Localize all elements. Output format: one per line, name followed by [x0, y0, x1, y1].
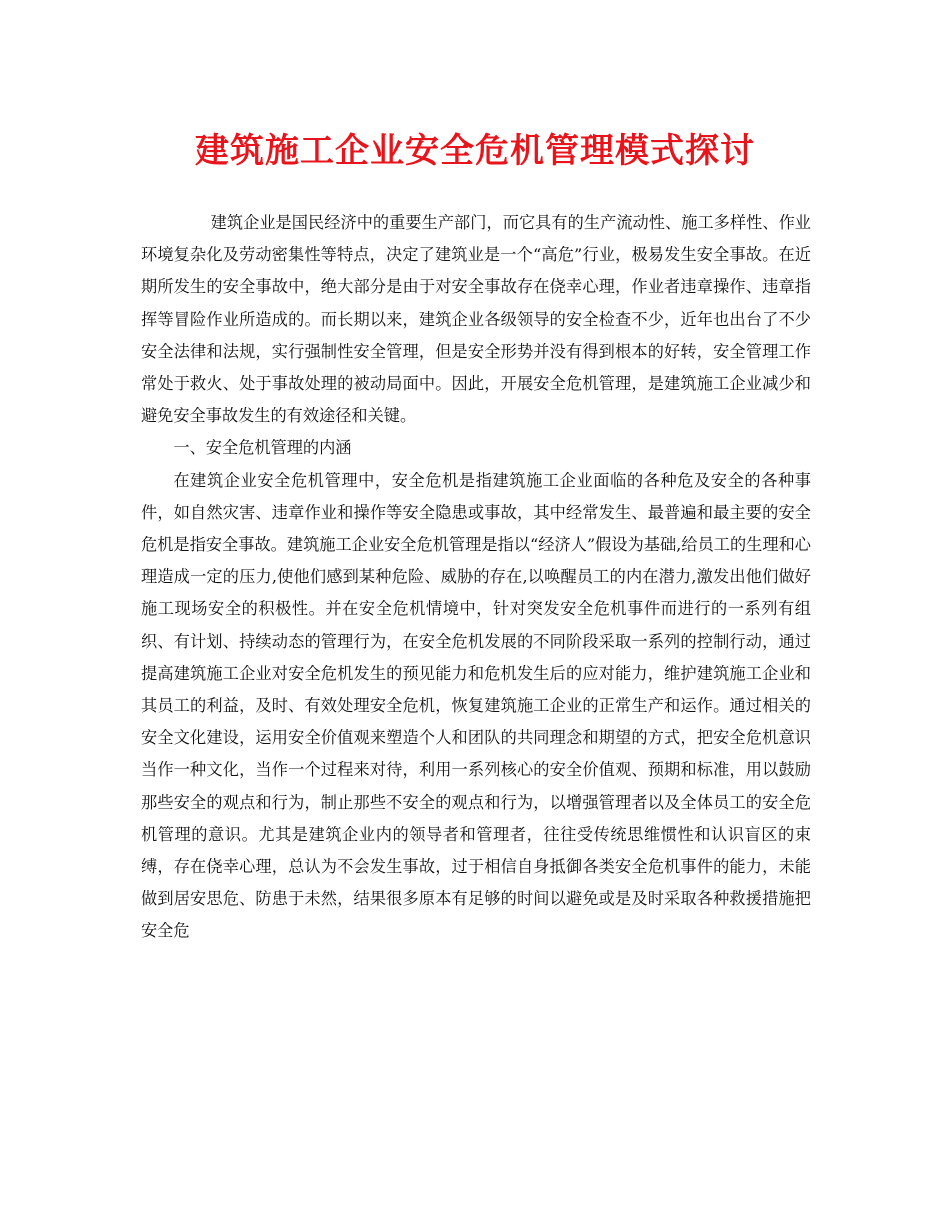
section-heading: 一、安全危机管理的内涵: [173, 438, 352, 458]
intro-paragraph: 建筑企业是国民经济中的重要生产部门，而它具有的生产流动性、施工多样性、作业环境复杂化及劳动密集性等特点，决定了建筑业是一个“高危”行业，极易发生安全事故。在近期所发生的安全事故中，绝大部分是由于对安全事故存在侥幸心理，作业者违章操作、违章指挥等冒险作业所造成的。而长期以来，建筑企业各级领导的安全检查不少，近年也出台了不少安全法律和法规，实行强制性安全管理，但是安全形势并没有得到根本的好转，安全管理工作常处于救火、处于事故处理的被动局面中。因此，开展安全危机管理，是建筑施工企业减少和避免安全事故发生的有效途径和关键。: [141, 213, 811, 426]
document-body: [141, 207, 811, 948]
document-title: 建筑施工企业安全危机管理模式探讨: [195, 131, 755, 171]
body-paragraph: 在建筑企业安全危机管理中，安全危机是指建筑施工企业面临的各种危及安全的各种事件，如自然灾害、违章作业和操作等安全隐患或事故，其中经常发生、最普遍和最主要的安全危机是指安全事故。建筑施工企业安全危机管理是指以“经济人”假设为基础,给员工的生理和心理造成一定的压力,使他们感到某种危险、威胁的存在,以唤醒员工的内在潜力,激发出他们做好施工现场安全的积极性。并在安全危机情境中，针对突发安全危机事件而进行的一系列有组织、有计划、持续动态的管理行为，在安全危机发展的不同阶段采取一系列的控制行动，通过提高建筑施工企业对安全危机发生的预见能力和危机发生后的应对能力，维护建筑施工企业和其员工的利益，及时、有效处理安全危机，恢复建筑施工企业的正常生产和运作。通过相关的安全文化建设，运用安全价值观来塑造个人和团队的共同理念和期望的方式，把安全危机意识当作一种文化，当作一个过程来对待，利用一系列核心的安全价值观、预期和标准，用以鼓励那些安全的观点和行为，制止那些不安全的观点和行为，以增强管理者以及全体员工的安全危机管理的意识。尤其是建筑企业内的领导者和管理者，往往受传统思维惯性和认识盲区的束缚，存在侥幸心理，总认为不会发生事故，过于相信自身抵御各类安全危机事件的能力，未能做到居安思危、防患于未然，结果很多原本有足够的时间以避免或是及时采取各种救援措施把安全危: [141, 470, 811, 941]
